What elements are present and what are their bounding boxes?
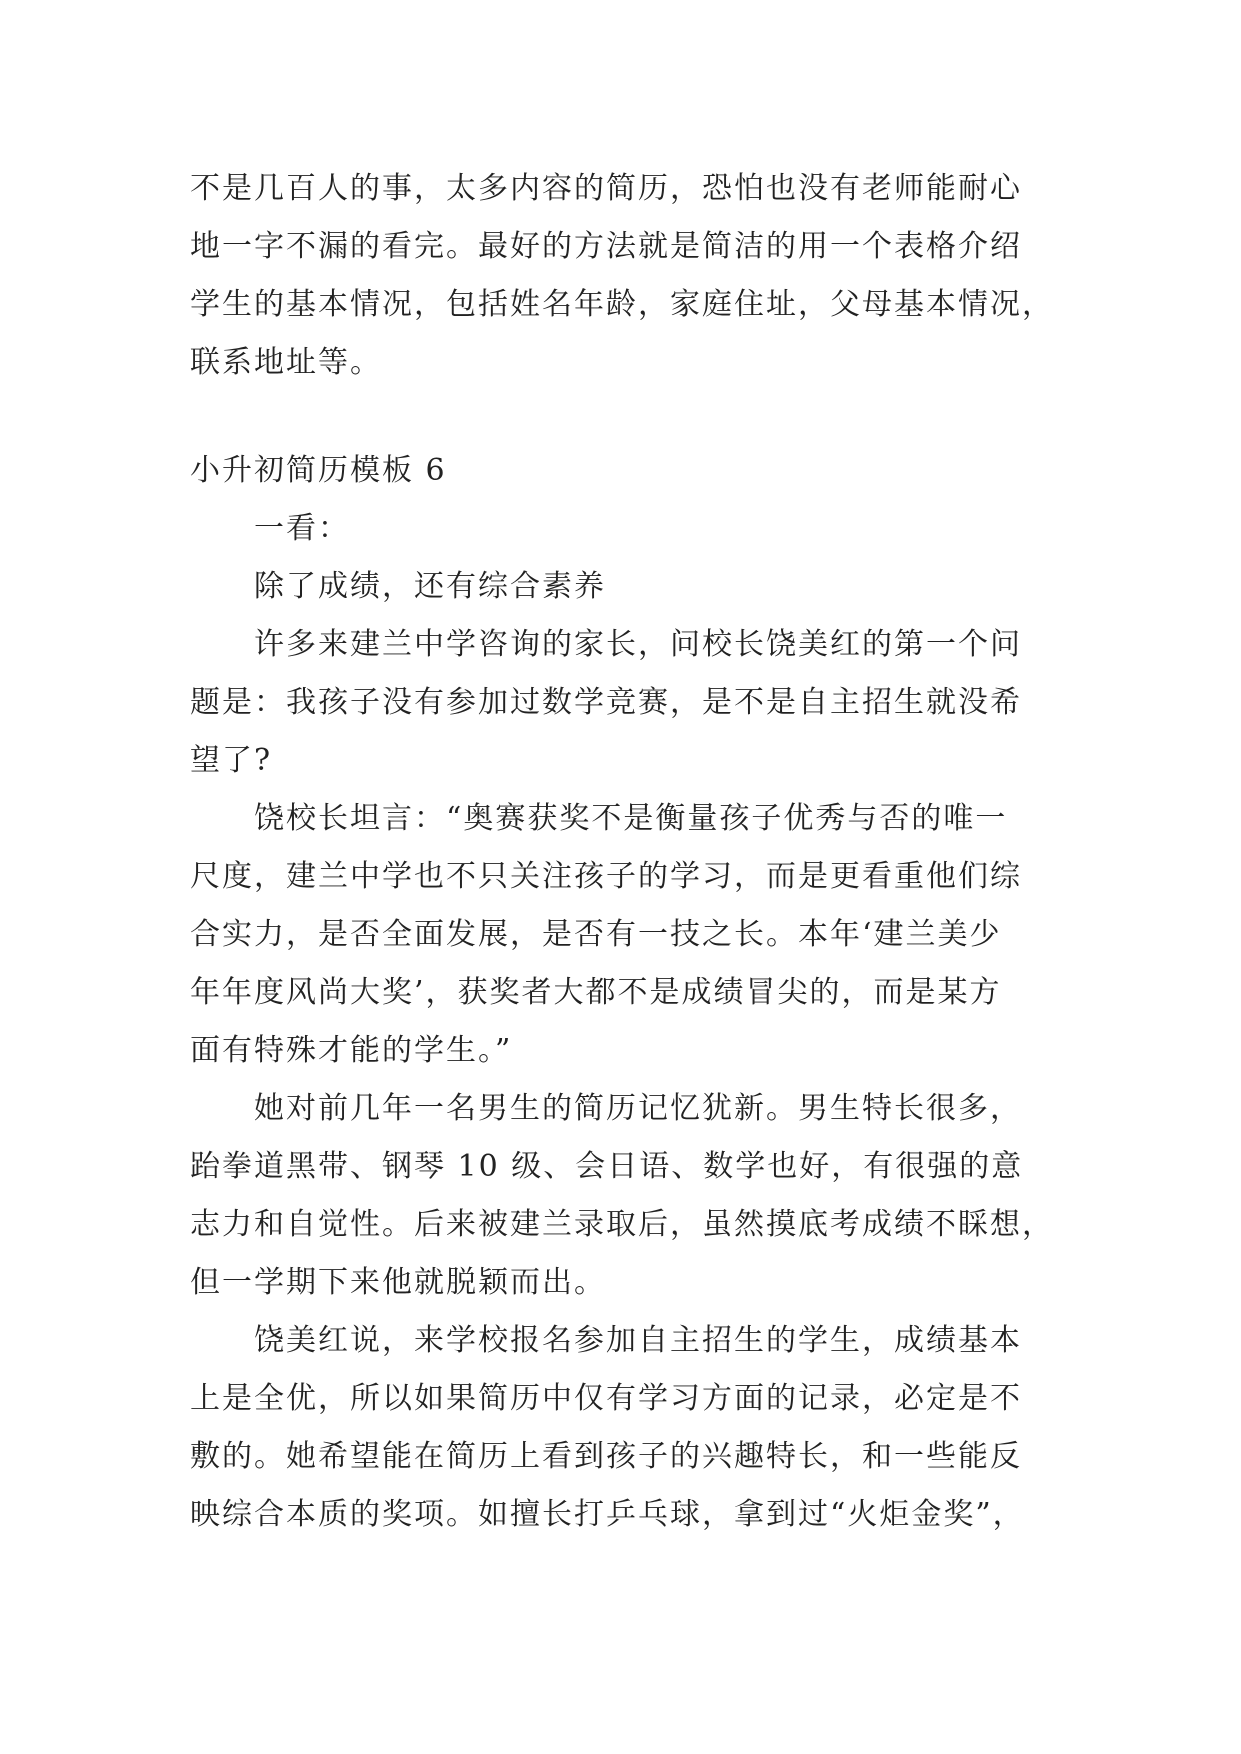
text-line: 望了? [190, 743, 273, 778]
text-line: 映综合本质的奖项。如擅长打乒乓球，拿到过“火炬金奖”， [190, 1497, 1025, 1532]
text-line: 尺度，建兰中学也不只关注孩子的学习，而是更看重他们综 [190, 859, 1022, 894]
text-line: 跆拳道黑带、钢琴 10 级、会日语、数学也好，有很强的意 [190, 1149, 1024, 1184]
text-line: 她对前几年一名男生的简历记忆犹新。男生特长很多， [254, 1091, 1022, 1126]
intro-paragraph [190, 160, 1060, 392]
text-line: 不是几百人的事，太多内容的简历，恐怕也没有老师能耐心 [190, 171, 1022, 206]
paragraph-heading: 一看： [254, 511, 350, 546]
text-line: 年年度风尚大奖’，获奖者大都不是成绩冒尖的，而是某方 [190, 975, 1002, 1010]
paragraph-resume-advice [190, 1312, 1060, 1544]
text-line: 题是：我孩子没有参加过数学竞赛，是不是自主招生就没希 [190, 685, 1022, 720]
text-line: 但一学期下来他就脱颖而出。 [190, 1265, 606, 1300]
section-title: 小升初简历模板 6 [190, 453, 447, 488]
paragraph-student-example [190, 1080, 1060, 1312]
text-line: 饶美红说，来学校报名参加自主招生的学生，成绩基本 [254, 1323, 1022, 1358]
text-line: 许多来建兰中学咨询的家长，问校长饶美红的第一个问 [254, 627, 1022, 662]
text-line: 联系地址等。 [190, 345, 382, 380]
text-line: 敷的。她希望能在简历上看到孩子的兴趣特长，和一些能反 [190, 1439, 1022, 1474]
paragraph-principal-quote [190, 790, 1060, 1080]
paragraph-subheading: 除了成绩，还有综合素养 [254, 569, 606, 604]
document-body [190, 160, 1060, 1544]
section-spacer [190, 392, 1060, 442]
text-line: 合实力，是否全面发展，是否有一技之长。本年‘建兰美少 [190, 917, 1002, 952]
text-line: 饶校长坦言：“奥赛获奖不是衡量孩子优秀与否的唯一 [254, 801, 1008, 836]
text-line: 学生的基本情况，包括姓名年龄，家庭住址，父母基本情况， [190, 287, 1054, 322]
text-line: 面有特殊才能的学生。” [190, 1033, 513, 1068]
text-line: 地一字不漏的看完。最好的方法就是简洁的用一个表格介绍 [190, 229, 1022, 264]
text-line: 志力和自觉性。后来被建兰录取后，虽然摸底考成绩不睬想， [190, 1207, 1054, 1242]
paragraph-question [190, 616, 1060, 790]
text-line: 上是全优，所以如果简历中仅有学习方面的记录，必定是不 [190, 1381, 1022, 1416]
